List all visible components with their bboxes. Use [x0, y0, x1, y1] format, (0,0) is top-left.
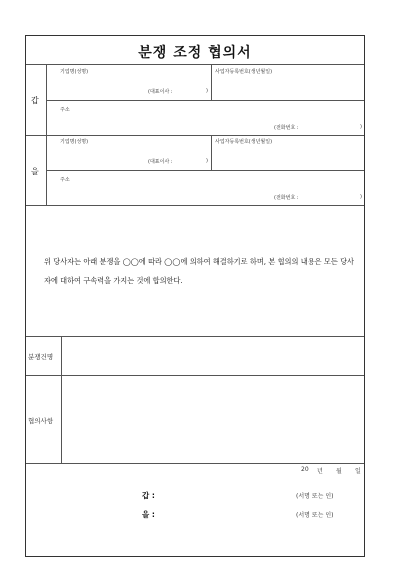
party-b-address-field: 주소: [60, 177, 70, 183]
dispute-divider: [26, 375, 364, 376]
party-b-divider: [26, 205, 364, 206]
party-a-label: 갑: [31, 96, 39, 105]
agreement-document: [25, 35, 365, 557]
date-month-unit: 월: [336, 468, 342, 475]
agreement-divider: [26, 336, 364, 337]
party-a-phone-field: (전화번호 :: [274, 125, 299, 131]
party-b-label: 을: [31, 167, 39, 176]
party-b-field-split: [211, 135, 212, 170]
party-b-phone-close: ): [360, 194, 362, 200]
party-a-rep-field: (대표이사 :: [148, 89, 173, 95]
party-a-divider: [26, 135, 364, 136]
date-day-unit: 일: [355, 468, 361, 475]
signature-a-note: (서명 또는 인): [296, 493, 334, 500]
party-label-column-line: [46, 64, 47, 205]
party-b-row-divider: [46, 170, 364, 171]
document-title: 분쟁 조정 협의서: [138, 45, 252, 61]
party-a-phone-close: ): [360, 124, 362, 130]
party-a-name-field: 기업명(성명): [60, 69, 89, 75]
date-year-prefix: 20: [301, 466, 309, 473]
section-label-column-line: [61, 336, 62, 463]
party-a-row-divider: [46, 100, 364, 101]
party-b-reg-field: 사업자등록번호(생년월일): [215, 139, 273, 145]
party-a-field-split: [211, 64, 212, 100]
party-a-address-field: 주소: [60, 107, 70, 113]
party-b-rep-close: ): [206, 158, 208, 164]
signature-b-note: (서명 또는 인): [296, 512, 334, 519]
agreement-terms-label: 협의사항: [28, 417, 54, 425]
party-a-rep-close: ): [206, 88, 208, 94]
title-divider: [26, 64, 364, 65]
party-b-phone-field: (전화번호 :: [274, 195, 299, 201]
party-b-name-field: 기업명(성명): [60, 139, 89, 145]
dispute-title-label: 분쟁건명: [28, 353, 54, 361]
party-b-rep-field: (대표이사 :: [148, 159, 173, 165]
date-year-unit: 년: [317, 468, 323, 475]
signature-a-label: 갑 :: [142, 491, 155, 500]
agreement-statement: 위 당사자는 아래 분쟁을 ◯◯에 따라 ◯◯에 의하여 해결하기로 하며, 본 협의의 내용은 모든 당사자에 대하여 구속력을 가지는 것에 합의한다.: [44, 257, 354, 285]
terms-divider: [26, 463, 364, 464]
signature-b-label: 을 :: [142, 510, 155, 519]
party-a-reg-field: 사업자등록번호(생년월일): [215, 69, 273, 75]
